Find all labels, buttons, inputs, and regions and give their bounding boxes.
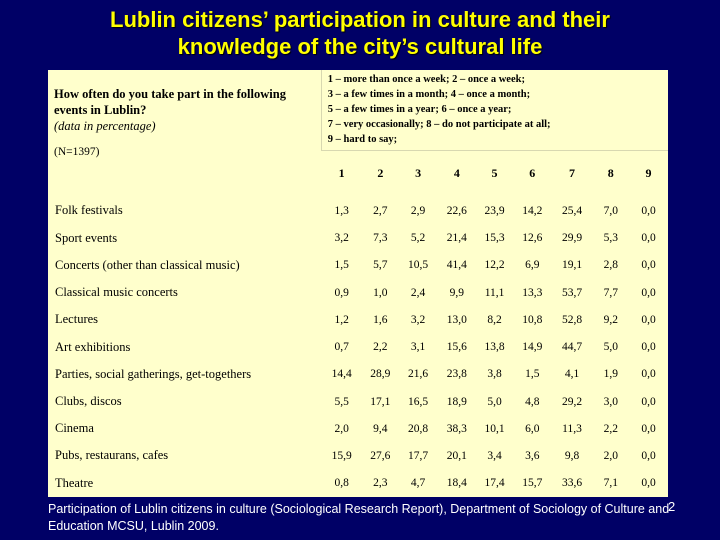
table-cell: 12,2 xyxy=(484,259,505,272)
table-cell: 15,6 xyxy=(446,341,467,354)
table-cell: 0,9 xyxy=(334,286,349,299)
row-label: Clubs, discos xyxy=(55,394,122,409)
slide-title xyxy=(0,6,720,60)
table-cell: 53,7 xyxy=(561,286,583,299)
table-cell: 41,4 xyxy=(446,259,467,272)
table-cell: 17,1 xyxy=(370,395,391,408)
sample-size: (N=1397) xyxy=(54,146,100,158)
table-row xyxy=(48,225,668,252)
legend-line: 7 – very occasionally; 8 – do not participate at all; xyxy=(327,119,551,131)
table-cell: 5,0 xyxy=(487,395,502,408)
table-cell: 15,9 xyxy=(331,449,352,462)
table-cell: 18,4 xyxy=(446,477,467,490)
table-cell: 25,4 xyxy=(561,204,583,217)
table-header-row xyxy=(48,70,668,150)
table-cell: 5,0 xyxy=(603,341,618,354)
table-cell: 20,1 xyxy=(446,449,467,462)
table-cell: 0,0 xyxy=(641,449,656,462)
table-cell: 1,2 xyxy=(334,313,349,326)
table-cell: 2,8 xyxy=(603,259,618,272)
row-label: Concerts (other than classical music) xyxy=(55,257,240,272)
table-cell: 9,4 xyxy=(373,422,388,435)
table-row xyxy=(48,388,668,415)
table-row xyxy=(48,361,668,388)
table-cell: 7,0 xyxy=(603,204,618,217)
column-header: 6 xyxy=(529,166,536,181)
table-cell: 29,2 xyxy=(561,395,583,408)
table-cell: 7,7 xyxy=(603,286,618,299)
table-cell: 14,4 xyxy=(331,368,352,381)
table-cell: 0,0 xyxy=(641,422,656,435)
table-cell: 0,0 xyxy=(641,477,656,490)
table-question xyxy=(48,70,321,134)
legend-line: 3 – a few times in a month; 4 – once a month; xyxy=(327,89,531,101)
table-cell: 1,6 xyxy=(373,313,388,326)
survey-table xyxy=(48,70,668,497)
table-cell: 3,8 xyxy=(487,368,502,381)
table-cell: 4,8 xyxy=(525,395,540,408)
table-cell: 0,0 xyxy=(641,368,656,381)
table-cell: 13,8 xyxy=(484,341,505,354)
table-cell: 1,3 xyxy=(334,204,349,217)
table-cell: 17,7 xyxy=(408,449,429,462)
table-cell: 3,2 xyxy=(410,313,426,326)
table-cell: 20,8 xyxy=(408,422,429,435)
table-cell: 18,9 xyxy=(446,395,467,408)
column-header: 5 xyxy=(491,166,498,181)
table-cell: 21,4 xyxy=(446,232,467,245)
row-label: Parties, social gatherings, get-togethers xyxy=(55,366,252,381)
table-row xyxy=(48,252,668,279)
table-cell: 2,7 xyxy=(373,204,388,217)
table-cell: 19,1 xyxy=(561,259,583,272)
table-cell: 2,2 xyxy=(603,422,618,435)
table-cell: 0,0 xyxy=(641,395,656,408)
table-cell: 7,1 xyxy=(603,477,618,490)
table-cell: 5,5 xyxy=(334,395,349,408)
table-cell: 0,0 xyxy=(641,341,656,354)
legend-line: 9 – hard to say; xyxy=(327,134,398,146)
table-cell: 3,4 xyxy=(487,449,502,462)
table-cell: 15,7 xyxy=(522,477,543,490)
table-cell: 0,0 xyxy=(641,232,656,245)
table-cell: 38,3 xyxy=(446,422,467,435)
table-cell: 17,4 xyxy=(484,477,505,490)
table-cell: 2,2 xyxy=(373,341,388,354)
table-cell: 5,2 xyxy=(410,232,426,245)
column-header: 4 xyxy=(453,166,460,181)
table-row xyxy=(48,442,668,469)
table-row xyxy=(48,333,668,360)
table-cell: 0,0 xyxy=(641,259,656,272)
slide-title-line-1: Lublin citizens’ participation in culture and their xyxy=(110,7,610,32)
table-cell: 5,3 xyxy=(603,232,618,245)
table-cell: 1,5 xyxy=(334,259,349,272)
legend-line: 5 – a few times in a year; 6 – once a year; xyxy=(327,104,512,116)
row-label: Theatre xyxy=(55,475,94,490)
table-cell: 23,9 xyxy=(484,204,505,217)
table-cell: 8,2 xyxy=(487,313,502,326)
column-header: 9 xyxy=(645,166,652,181)
table-cell: 6,9 xyxy=(525,259,540,272)
table-cell: 2,3 xyxy=(373,477,388,490)
table-cell: 3,2 xyxy=(334,232,349,245)
table-question-cell xyxy=(48,70,321,197)
table-row xyxy=(48,279,668,306)
question-text: How often do you take part in the following events in Lublin? xyxy=(54,87,286,117)
page-number: 2 xyxy=(668,499,676,514)
table-cell: 10,8 xyxy=(522,313,543,326)
table-cell: 0,0 xyxy=(641,313,656,326)
table-cell: 3,1 xyxy=(410,341,426,354)
table-cell: 2,9 xyxy=(410,204,426,217)
table-cell: 44,7 xyxy=(561,341,583,354)
table-row xyxy=(48,197,668,224)
table-cell: 15,3 xyxy=(484,232,505,245)
survey-table-container xyxy=(48,70,668,497)
table-cell: 21,6 xyxy=(408,368,429,381)
table-cell: 22,6 xyxy=(446,204,467,217)
table-cell: 2,0 xyxy=(603,449,618,462)
row-label: Lectures xyxy=(55,312,99,327)
column-header: 8 xyxy=(607,166,614,181)
table-cell: 14,2 xyxy=(522,204,543,217)
table-cell: 9,2 xyxy=(603,313,618,326)
table-cell: 9,8 xyxy=(564,449,580,462)
table-cell: 1,9 xyxy=(603,368,618,381)
table-cell: 0,0 xyxy=(641,286,656,299)
source-citation: Participation of Lublin citizens in culture (Sociological Research Report), Department of Sociology of Culture and Education MCSU, Lublin 2009. xyxy=(48,502,670,533)
row-label: Cinema xyxy=(55,421,94,436)
legend-line: 1 – more than once a week; 2 – once a week; xyxy=(327,74,525,86)
table-cell: 2,0 xyxy=(334,422,349,435)
table-cell: 7,3 xyxy=(373,232,388,245)
column-header: 2 xyxy=(377,166,384,181)
table-row xyxy=(48,415,668,442)
table-cell: 12,6 xyxy=(522,232,543,245)
table-cell: 16,5 xyxy=(408,395,429,408)
table-cell: 3,6 xyxy=(525,449,540,462)
table-cell: 14,9 xyxy=(522,341,543,354)
row-label: Pubs, restaurans, cafes xyxy=(55,448,169,463)
row-label: Art exhibitions xyxy=(55,339,131,354)
table-cell: 10,1 xyxy=(484,422,505,435)
table-row xyxy=(48,470,668,497)
question-note: (data in percentage) xyxy=(54,119,156,133)
table-cell: 0,0 xyxy=(641,204,656,217)
answer-legend xyxy=(321,70,668,150)
table-cell: 13,3 xyxy=(522,286,543,299)
table-cell: 9,9 xyxy=(449,286,464,299)
slide-title-line-2: knowledge of the city’s cultural life xyxy=(177,34,543,59)
table-cell: 3,0 xyxy=(603,395,618,408)
column-header: 7 xyxy=(569,166,576,181)
row-label: Sport events xyxy=(55,230,118,245)
table-cell: 29,9 xyxy=(561,232,583,245)
table-cell: 1,0 xyxy=(373,286,388,299)
table-cell: 27,6 xyxy=(370,449,391,462)
table-cell: 11,3 xyxy=(562,422,582,435)
table-cell: 2,4 xyxy=(410,286,426,299)
table-cell: 0,8 xyxy=(334,477,349,490)
table-cell: 28,9 xyxy=(370,368,391,381)
table-cell: 1,5 xyxy=(525,368,540,381)
table-cell: 4,1 xyxy=(564,368,580,381)
table-row xyxy=(48,306,668,333)
column-header: 1 xyxy=(338,166,345,181)
table-cell: 0,7 xyxy=(334,341,349,354)
row-label: Folk festivals xyxy=(55,203,123,218)
table-cell: 6,0 xyxy=(525,422,540,435)
table-cell: 5,7 xyxy=(373,259,388,272)
row-label: Classical music concerts xyxy=(55,285,178,300)
table-cell: 11,1 xyxy=(484,286,505,299)
table-cell: 23,8 xyxy=(446,368,467,381)
table-cell: 52,8 xyxy=(561,313,583,326)
table-cell: 10,5 xyxy=(408,259,429,272)
table-cell: 4,7 xyxy=(410,477,426,490)
column-header: 3 xyxy=(415,166,422,181)
table-cell: 13,0 xyxy=(446,313,467,326)
table-cell: 33,6 xyxy=(561,477,583,490)
